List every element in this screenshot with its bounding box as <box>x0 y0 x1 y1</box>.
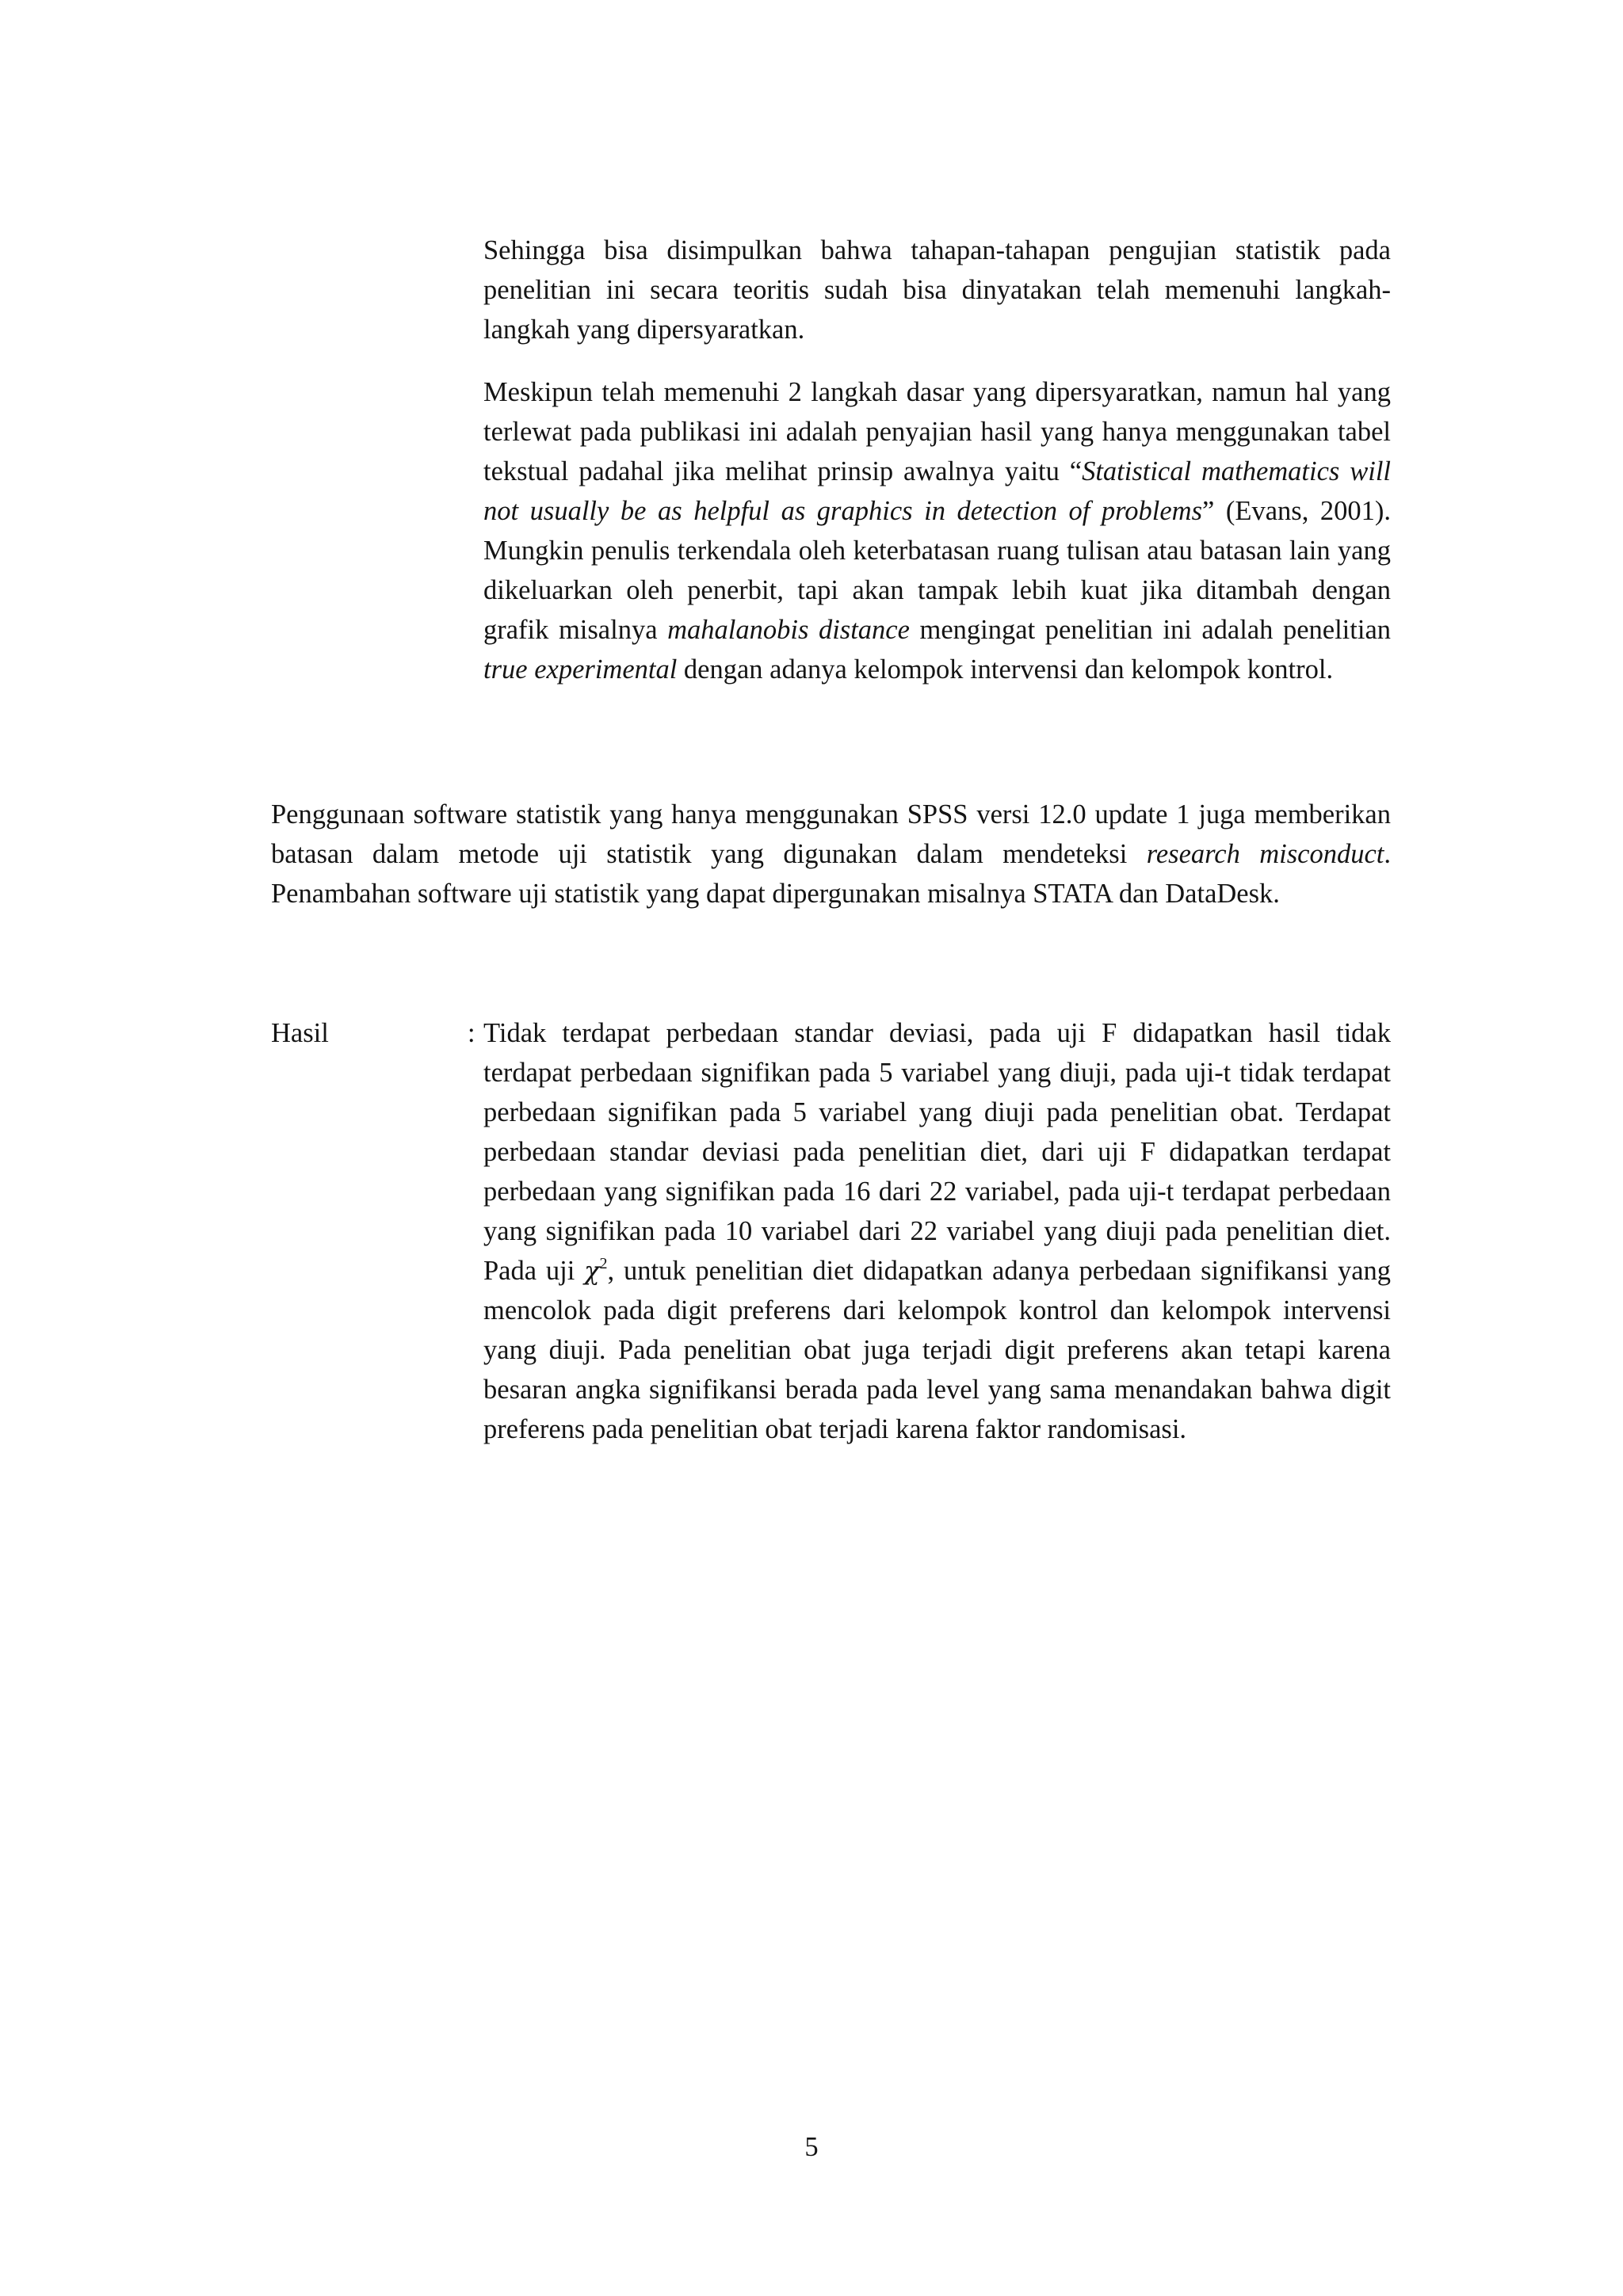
chi-exponent: 2 <box>599 1255 608 1272</box>
paragraph-text: dengan adanya kelompok intervensi dan kelompok kontrol. <box>677 654 1334 685</box>
paragraph-text: . Penambahan software uji statistik yang dapat dipergunakan misalnya STATA dan DataDesk. <box>271 839 1391 909</box>
italic-term: mahalanobis distance <box>667 615 910 645</box>
italic-term: research misconduct <box>1146 839 1384 869</box>
page-number: 5 <box>804 2132 819 2162</box>
paragraph-critique <box>483 372 1391 689</box>
hasil-text <box>483 1013 1391 1449</box>
paragraph-text: , untuk penelitian diet didapatkan adanya perbedaan signifikansi yang mencolok pada digit preferens dari kelompok kontrol dan kelompok intervensi yang diuji. Pada penelitian obat juga terjadi digit preferens akan tetapi karena besaran angka signifikansi berada pada level yang sama menandakan bahwa digit preferens pada penelitian obat terjadi karena faktor randomisasi. <box>483 1256 1392 1444</box>
hasil-colon: : <box>468 1018 475 1048</box>
paragraph-text: Penggunaan software statistik yang hanya menggunakan SPSS versi 12.0 update 1 juga memberikan batasan dalam metode uji statistik yang digunakan dalam mendeteksi <box>271 799 1391 869</box>
paragraph-text: Tidak terdapat perbedaan standar deviasi, pada uji F didapatkan hasil tidak terdapat perbedaan signifikan pada 5 variabel yang diuji, pada uji-t tidak terdapat perbedaan signifikan pada 5 variabel yang diuji pada penelitian obat. Terdapat perbedaan standar deviasi pada penelitian diet, dari uji F didapatkan terdapat perbedaan yang signifikan pada 16 dari 22 variabel, pada uji-t terdapat perbedaan yang signifikan pada 10 variabel dari 22 variabel yang diuji pada penelitian diet. Pada uji <box>483 1018 1391 1286</box>
paragraph-text: ” (Evans, 2001). Mungkin penulis terkendala oleh keterbatasan ruang tulisan atau batasan lain yang dikeluarkan oleh penerbit, tapi akan tampak lebih kuat jika ditambah dengan grafik misalnya <box>483 496 1391 645</box>
paragraph-text: Sehingga bisa disimpulkan bahwa tahapan-tahapan pengujian statistik pada penelitian ini secara teoritis sudah bisa dinyatakan telah memenuhi langkah-langkah yang dipersyaratkan. <box>483 235 1391 345</box>
paragraph-text: Meskipun telah memenuhi 2 langkah dasar yang dipersyaratkan, namun hal yang terlewat pada publikasi ini adalah penyajian hasil yang hanya menggunakan tabel tekstual padahal jika melihat prinsip awalnya yaitu “ <box>483 377 1391 486</box>
paragraph-software <box>271 795 1391 913</box>
hasil-label: Hasil <box>271 1018 329 1048</box>
chi-symbol: χ <box>584 1256 600 1286</box>
italic-quote: Statistical mathematics will not usually be as helpful as graphics in detection of problems <box>483 456 1391 526</box>
italic-term: true experimental <box>483 654 678 685</box>
paragraph-conclusion <box>483 231 1391 349</box>
paragraph-text: mengingat penelitian ini adalah penelitian <box>909 615 1392 645</box>
